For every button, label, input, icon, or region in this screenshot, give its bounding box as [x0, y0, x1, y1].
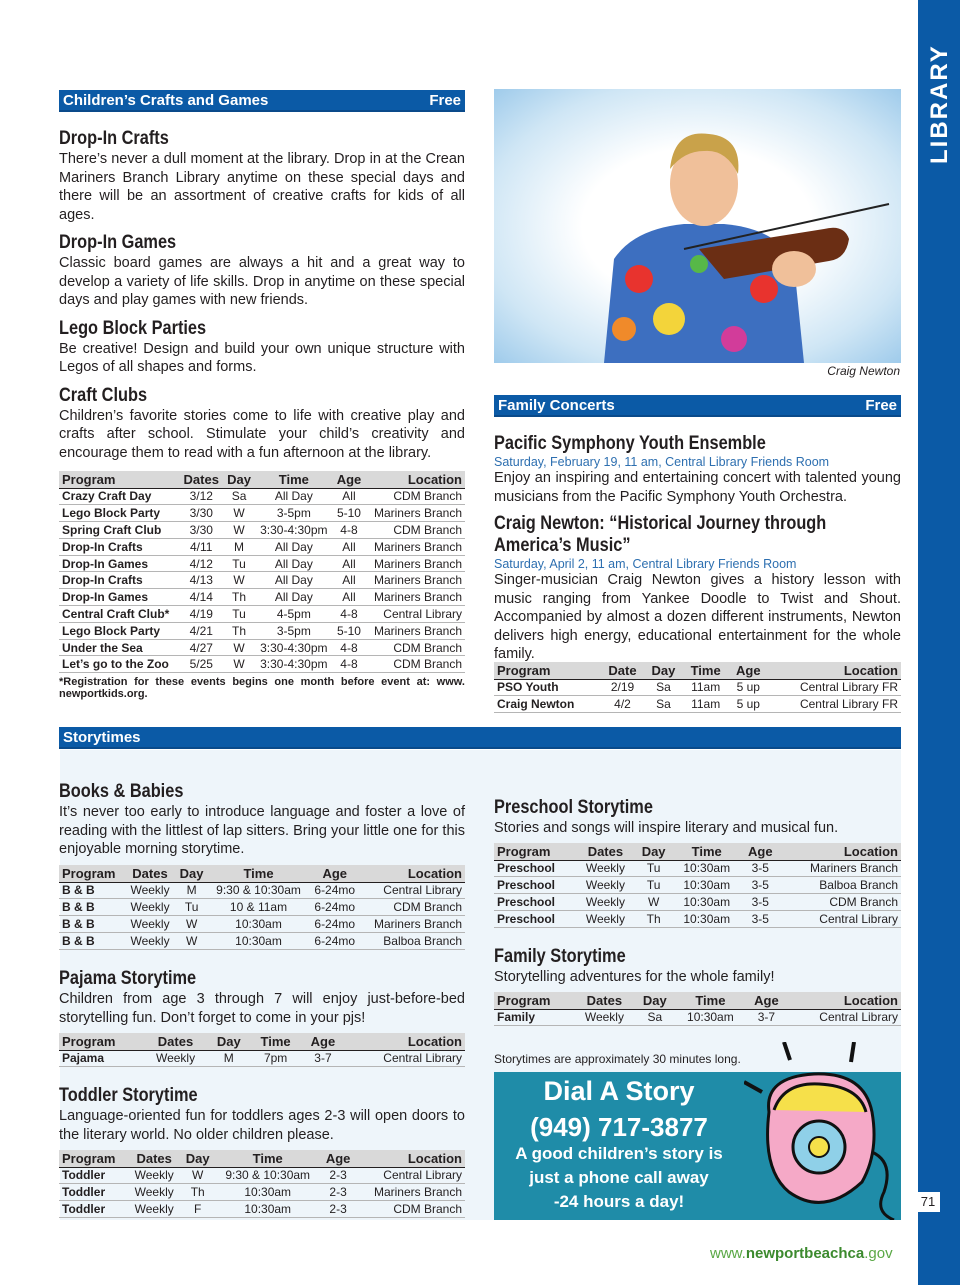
table-cell: B & B: [59, 899, 125, 916]
table-cell: Pajama: [59, 1050, 143, 1067]
table-cell: Lego Block Party: [59, 505, 179, 522]
table-row: [59, 606, 465, 623]
table-cell: 3-5: [741, 910, 780, 927]
table-cell: All Day: [255, 488, 333, 505]
crafts-header-bar: Children’s Crafts and Games Free: [59, 90, 465, 112]
table-row: [494, 860, 901, 877]
table-cell: Th: [223, 622, 255, 639]
table-cell: 10:30am: [675, 1009, 746, 1026]
table-cell: W: [175, 916, 208, 933]
table-row: [59, 1184, 465, 1201]
event-title-cont: America’s Music”: [494, 535, 631, 556]
table-cell: Sa: [223, 488, 255, 505]
violinist-illustration: [494, 89, 901, 363]
table-cell: 4/12: [179, 555, 223, 572]
table-cell: 10:30am: [215, 1184, 320, 1201]
table-row: [59, 899, 465, 916]
free-badge: Free: [429, 92, 461, 109]
crafts-table-body: [59, 488, 465, 673]
table-cell: 3/30: [179, 505, 223, 522]
photo-caption: Craig Newton: [827, 364, 900, 378]
event-date: Saturday, April 2, 11 am, Central Library Friends Room: [494, 557, 797, 571]
family-table-body: [494, 1009, 901, 1026]
phone-icon: [744, 1042, 901, 1220]
table-cell: W: [223, 522, 255, 539]
table-row: [59, 932, 465, 949]
table-cell: Tu: [223, 606, 255, 623]
table-cell: Central Library: [365, 606, 465, 623]
table-cell: 2-3: [320, 1201, 355, 1218]
section-title: Books & Babies: [59, 781, 184, 802]
page-number: 71: [916, 1192, 940, 1212]
table-row: [59, 572, 465, 589]
table-cell: Toddler: [59, 1201, 128, 1218]
table-cell: Preschool: [494, 910, 576, 927]
section-body: There’s never a dull moment at the library. Drop in at the Crean Mariners Branch Library anytime on these special days and there will be an assortment of creative crafts for kids of all ages.: [59, 151, 465, 223]
concerts-table-body: [494, 679, 901, 713]
table-cell: 3-5pm: [255, 505, 333, 522]
table-cell: 7pm: [250, 1050, 301, 1067]
section-body: Children from age 3 through 7 will enjoy just-before-bed storytelling fun. Don’t forget to come in your pjs!: [59, 991, 465, 1026]
table-cell: M: [175, 882, 208, 899]
table-cell: 2/19: [601, 679, 645, 696]
table-cell: Mariners Branch: [361, 916, 465, 933]
table-cell: All: [333, 572, 365, 589]
table-cell: All Day: [255, 555, 333, 572]
table-cell: Central Library FR: [768, 679, 901, 696]
table-cell: All: [333, 538, 365, 555]
table-cell: 10:30am: [673, 894, 741, 911]
table-cell: W: [223, 639, 255, 656]
table-cell: 4/13: [179, 572, 223, 589]
section-body: It’s never too early to introduce language and foster a love of reading with the littlest of lap sitters. Bring your little one for this enjoyable morning storytime.: [59, 804, 465, 857]
table-cell: B & B: [59, 916, 125, 933]
table-cell: Mariners Branch: [365, 589, 465, 606]
table-cell: B & B: [59, 932, 125, 949]
performer-photo: [494, 89, 901, 363]
table-header-row: Program Dates Day Time Age Location: [59, 1033, 465, 1050]
table-row: [59, 1050, 465, 1067]
table-header-row: Program Dates Day Time Age Location: [59, 471, 465, 488]
table-cell: Weekly: [576, 910, 634, 927]
table-cell: Central Library: [787, 1009, 901, 1026]
table-cell: CDM Branch: [365, 488, 465, 505]
table-row: [59, 488, 465, 505]
table-row: [494, 894, 901, 911]
dial-phone: (949) 717-3877: [530, 1112, 708, 1142]
table-cell: 6-24mo: [309, 899, 361, 916]
concerts-header-bar: Family Concerts Free: [494, 395, 901, 417]
books-table-body: [59, 882, 465, 949]
table-row: [59, 555, 465, 572]
table-row: [59, 538, 465, 555]
storytimes-header-bar: Storytimes: [59, 727, 901, 749]
pajama-table: [59, 1033, 465, 1067]
concert-events: [494, 433, 901, 664]
table-cell: M: [208, 1050, 250, 1067]
table-cell: Weekly: [574, 1009, 635, 1026]
table-cell: Weekly: [576, 894, 634, 911]
table-cell: Balboa Branch: [780, 877, 901, 894]
family-table: [494, 992, 901, 1026]
table-cell: 4/2: [601, 696, 645, 713]
table-cell: 10:30am: [673, 877, 741, 894]
table-cell: Weekly: [125, 916, 175, 933]
table-cell: 3/12: [179, 488, 223, 505]
preschool-section: [494, 797, 901, 838]
pajama-table-body: [59, 1050, 465, 1067]
table-cell: Weekly: [128, 1201, 180, 1218]
section-label: [926, 108, 954, 164]
table-cell: Mariners Branch: [365, 622, 465, 639]
table-cell: CDM Branch: [365, 639, 465, 656]
table-cell: Tu: [175, 899, 208, 916]
event-date: Saturday, February 19, 11 am, Central Library Friends Room: [494, 455, 830, 469]
section-title: Preschool Storytime: [494, 797, 653, 818]
table-cell: Th: [180, 1184, 215, 1201]
section-title: Lego Block Parties: [59, 317, 207, 339]
table-cell: 11am: [683, 679, 729, 696]
table-cell: 3-5: [741, 894, 780, 911]
table-cell: W: [223, 656, 255, 673]
section-title: Family Storytime: [494, 946, 626, 967]
table-cell: Preschool: [494, 860, 576, 877]
registration-note: *Registration for these events begins one month before event at: www. newportkids.org.: [59, 676, 465, 700]
table-cell: Weekly: [125, 899, 175, 916]
table-cell: W: [223, 505, 255, 522]
books-babies-section: [59, 781, 465, 859]
table-cell: 3-5: [741, 877, 780, 894]
toddler-section: [59, 1085, 465, 1144]
table-cell: Weekly: [125, 932, 175, 949]
table-cell: 11am: [683, 696, 729, 713]
table-cell: Weekly: [128, 1167, 180, 1184]
table-cell: 10:30am: [208, 932, 309, 949]
table-cell: Weekly: [125, 882, 175, 899]
table-cell: B & B: [59, 882, 125, 899]
toddler-table-body: [59, 1167, 465, 1217]
table-row: [59, 622, 465, 639]
table-cell: Preschool: [494, 894, 576, 911]
table-cell: 6-24mo: [309, 932, 361, 949]
table-cell: All Day: [255, 572, 333, 589]
table-cell: 3:30-4:30pm: [255, 522, 333, 539]
table-cell: Drop-In Games: [59, 589, 179, 606]
crafts-table: [59, 471, 465, 673]
table-cell: F: [180, 1201, 215, 1218]
section-body: Stories and songs will inspire literary and musical fun.: [494, 820, 839, 836]
table-cell: CDM Branch: [356, 1201, 465, 1218]
table-cell: 5-10: [333, 505, 365, 522]
dial-line-1: A good children’s story is: [515, 1144, 723, 1163]
table-cell: Central Library: [345, 1050, 465, 1067]
table-cell: 4/27: [179, 639, 223, 656]
storytime-length-note: Storytimes are approximately 30 minutes long.: [494, 1052, 741, 1066]
table-cell: CDM Branch: [365, 656, 465, 673]
table-cell: 4-8: [333, 656, 365, 673]
table-cell: All: [333, 589, 365, 606]
table-cell: 10:30am: [673, 860, 741, 877]
table-cell: Th: [223, 589, 255, 606]
table-cell: Weekly: [143, 1050, 207, 1067]
table-cell: 5/25: [179, 656, 223, 673]
table-header-row: Program Dates Day Time Age Location: [59, 865, 465, 882]
table-row: [59, 916, 465, 933]
table-cell: 6-24mo: [309, 916, 361, 933]
table-cell: 3:30-4:30pm: [255, 639, 333, 656]
table-row: [59, 639, 465, 656]
books-babies-table: [59, 865, 465, 950]
table-cell: 3/30: [179, 522, 223, 539]
table-header-row: Program Date Day Time Age Location: [494, 662, 901, 679]
dial-line-2: just a phone call away: [529, 1168, 709, 1187]
table-cell: All: [333, 488, 365, 505]
crafts-sections: [59, 128, 465, 462]
table-cell: W: [180, 1167, 215, 1184]
table-cell: Drop-In Games: [59, 555, 179, 572]
table-cell: 2-3: [320, 1184, 355, 1201]
table-row: [494, 679, 901, 696]
table-cell: 9:30 & 10:30am: [215, 1167, 320, 1184]
table-cell: Weekly: [128, 1184, 180, 1201]
section-body: Language-oriented fun for toddlers ages 2-3 will open doors to the literary world. No older children please.: [59, 1108, 465, 1143]
table-cell: PSO Youth: [494, 679, 601, 696]
footer-url[interactable]: www.newportbeachca.gov: [710, 1245, 893, 1262]
table-row: [59, 589, 465, 606]
table-cell: Tu: [634, 860, 672, 877]
pajama-section: [59, 968, 465, 1027]
section-body: Children’s favorite stories come to life with creative play and crafts after school. Stimulate your child’s creativity and encourage them to read with a fun afternoon at the library.: [59, 407, 465, 461]
table-cell: 4/11: [179, 538, 223, 555]
table-row: [59, 1201, 465, 1218]
table-cell: Drop-In Crafts: [59, 572, 179, 589]
table-cell: Mariners Branch: [365, 555, 465, 572]
section-title: Pajama Storytime: [59, 968, 197, 989]
family-section: [494, 946, 901, 987]
table-cell: 4-5pm: [255, 606, 333, 623]
table-row: [59, 522, 465, 539]
table-cell: Toddler: [59, 1184, 128, 1201]
table-row: [59, 656, 465, 673]
table-cell: 6-24mo: [309, 882, 361, 899]
table-cell: 10:30am: [673, 910, 741, 927]
event-title: Pacific Symphony Youth Ensemble: [494, 433, 766, 454]
table-cell: W: [175, 932, 208, 949]
table-cell: Let’s go to the Zoo: [59, 656, 179, 673]
dial-a-story-box: [494, 1072, 901, 1220]
free-badge: Free: [865, 397, 897, 414]
table-row: [494, 910, 901, 927]
table-header-row: Program Dates Day Time Age Location: [494, 843, 901, 860]
table-cell: Under the Sea: [59, 639, 179, 656]
table-cell: Crazy Craft Day: [59, 488, 179, 505]
table-cell: 3-7: [746, 1009, 787, 1026]
table-cell: Weekly: [576, 860, 634, 877]
table-cell: All Day: [255, 538, 333, 555]
table-row: [59, 1167, 465, 1184]
table-cell: 4/21: [179, 622, 223, 639]
table-cell: Mariners Branch: [365, 538, 465, 555]
table-cell: 10:30am: [215, 1201, 320, 1218]
table-cell: 5 up: [729, 696, 768, 713]
table-cell: 4-8: [333, 639, 365, 656]
section-body: Storytelling adventures for the whole family!: [494, 969, 775, 985]
table-cell: Craig Newton: [494, 696, 601, 713]
table-cell: Spring Craft Club: [59, 522, 179, 539]
table-row: [494, 877, 901, 894]
table-cell: Central Library FR: [768, 696, 901, 713]
section-title: Drop-In Crafts: [59, 128, 169, 149]
table-header-row: Program Dates Day Time Age Location: [59, 1150, 465, 1167]
table-cell: Family: [494, 1009, 574, 1026]
toddler-table: [59, 1150, 465, 1218]
table-cell: Central Library: [361, 882, 465, 899]
table-cell: 10:30am: [208, 916, 309, 933]
dial-title: Dial A Story: [543, 1076, 695, 1106]
table-cell: 10 & 11am: [208, 899, 309, 916]
table-cell: All Day: [255, 589, 333, 606]
table-cell: Central Craft Club*: [59, 606, 179, 623]
table-cell: Sa: [644, 679, 682, 696]
table-cell: Mariners Branch: [365, 572, 465, 589]
table-cell: 2-3: [320, 1167, 355, 1184]
table-cell: CDM Branch: [780, 894, 901, 911]
table-cell: 3-5: [741, 860, 780, 877]
table-cell: 3-7: [301, 1050, 344, 1067]
table-row: [494, 1009, 901, 1026]
table-cell: Mariners Branch: [780, 860, 901, 877]
table-cell: Th: [634, 910, 672, 927]
table-cell: Drop-In Crafts: [59, 538, 179, 555]
table-cell: M: [223, 538, 255, 555]
section-body: Classic board games are always a hit and a great way to develop a variety of life skills. Drop in anytime on these special days and play games with new friends.: [59, 255, 465, 308]
event-body: Singer-musician Craig Newton gives a history lesson with music ranging from Yankee Doodle to Twist and Shout. Accompanied by almost a dozen different instruments, Newton delivers high energy, educational entertainment for the whole family.: [494, 572, 901, 662]
table-row: [494, 696, 901, 713]
table-cell: Mariners Branch: [365, 505, 465, 522]
table-cell: All: [333, 555, 365, 572]
table-cell: Sa: [635, 1009, 675, 1026]
table-cell: Balboa Branch: [361, 932, 465, 949]
event-body: Enjoy an inspiring and entertaining concert with talented young musicians from the Pacific Symphony Youth Orchestra.: [494, 470, 901, 505]
table-row: [59, 505, 465, 522]
table-cell: Central Library: [356, 1167, 465, 1184]
table-cell: 4-8: [333, 522, 365, 539]
table-cell: W: [634, 894, 672, 911]
section-title: Drop-In Games: [59, 232, 177, 253]
side-tab: [918, 0, 960, 1285]
table-cell: Preschool: [494, 877, 576, 894]
table-cell: 4/19: [179, 606, 223, 623]
section-title: Toddler Storytime: [59, 1085, 198, 1106]
section-title: Craft Clubs: [59, 384, 148, 406]
table-cell: Lego Block Party: [59, 622, 179, 639]
table-cell: Central Library: [780, 910, 901, 927]
table-cell: 4/14: [179, 589, 223, 606]
table-cell: 5-10: [333, 622, 365, 639]
table-cell: Toddler: [59, 1167, 128, 1184]
table-cell: 3:30-4:30pm: [255, 656, 333, 673]
table-cell: Tu: [223, 555, 255, 572]
table-cell: Tu: [634, 877, 672, 894]
concerts-table: [494, 662, 901, 713]
table-cell: 9:30 & 10:30am: [208, 882, 309, 899]
section-body: Be creative! Design and build your own unique structure with Legos of all shapes and forms.: [59, 340, 465, 375]
dial-line-3: -24 hours a day!: [553, 1192, 685, 1211]
table-cell: CDM Branch: [365, 522, 465, 539]
table-cell: 5 up: [729, 679, 768, 696]
table-cell: 3-5pm: [255, 622, 333, 639]
table-cell: 4-8: [333, 606, 365, 623]
preschool-table: [494, 843, 901, 928]
table-cell: CDM Branch: [361, 899, 465, 916]
table-cell: Mariners Branch: [356, 1184, 465, 1201]
table-cell: W: [223, 572, 255, 589]
table-cell: Weekly: [576, 877, 634, 894]
table-cell: Sa: [644, 696, 682, 713]
preschool-table-body: [494, 860, 901, 927]
table-header-row: Program Dates Day Time Age Location: [494, 992, 901, 1009]
table-row: [59, 882, 465, 899]
event-title: Craig Newton: “Historical Journey through: [494, 513, 827, 534]
